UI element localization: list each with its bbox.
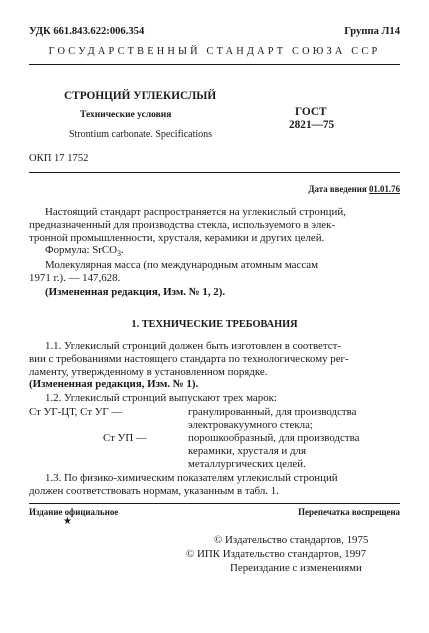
- reprint-notice: Перепечатка воспрещена: [298, 507, 400, 517]
- group-code: Группа Л14: [344, 26, 400, 37]
- header-rule: [29, 64, 400, 65]
- gost-number: 2821—75: [289, 119, 335, 131]
- p11-line-3: ламенту, утвержденному в установленном порядке.: [29, 366, 268, 378]
- english-title: Strontium carbonate. Specifications: [69, 129, 213, 140]
- intro-revision: (Измененная редакция, Изм. № 1, 2).: [45, 286, 226, 298]
- intro-line-2: предназначенный для производства стекла, используемого в элек-: [29, 219, 336, 231]
- title-rule: [29, 172, 400, 173]
- p11-line-2: вии с требованиями настоящего стандарта по технологическому рег-: [29, 353, 349, 365]
- grade-desc-2-line-2: керамики, хрусталя и для: [188, 445, 306, 457]
- copyright-2: © ИПК Издательство стандартов, 1997: [186, 548, 367, 560]
- intro-date: [308, 184, 400, 194]
- formula: [45, 244, 124, 260]
- intro-line-1: Настоящий стандарт распространяется на углекислый стронций,: [45, 206, 346, 218]
- copyright-1: © Издательство стандартов, 1975: [214, 534, 369, 546]
- intro-line-3: тронной промышленности, хрусталя, керамики и других целей.: [29, 232, 325, 244]
- standard-org-title: ГОСУДАРСТВЕННЫЙ СТАНДАРТ СОЮЗА ССР: [48, 46, 381, 57]
- grade-code-1: Ст УГ-ЦТ, Ст УГ —: [29, 406, 123, 418]
- grade-desc-2-line-1: порошкообразный, для производства: [188, 432, 360, 444]
- formula-end: .: [121, 244, 124, 256]
- grade-code-2: Ст УП —: [103, 432, 147, 444]
- intro-date-value: 01.01.76: [368, 184, 400, 194]
- p12: 1.2. Углекислый стронций выпускают трех марок:: [45, 392, 277, 404]
- footer-rule: [29, 503, 400, 504]
- p11-revision: (Измененная редакция, Изм. № 1).: [29, 378, 199, 390]
- document-title: СТРОНЦИЙ УГЛЕКИСЛЫЙ: [64, 90, 217, 102]
- reissue-note: Переиздание с изменениями: [230, 562, 362, 574]
- p11-line-1: 1.1. Углекислый стронций должен быть изготовлен в соответст-: [45, 340, 341, 352]
- grade-desc-2-line-3: металлургических целей.: [188, 458, 306, 470]
- intro-date-label: Дата введения: [308, 184, 367, 194]
- grade-desc-1-line-1: гранулированный, для производства: [188, 406, 357, 418]
- udc-code: УДК 661.843.622:006.354: [29, 26, 145, 37]
- section-heading: 1. ТЕХНИЧЕСКИЕ ТРЕБОВАНИЯ: [131, 319, 298, 330]
- star-icon: ★: [63, 516, 72, 527]
- okp-code: ОКП 17 1752: [29, 153, 89, 164]
- gost-label: ГОСТ: [295, 106, 327, 118]
- grade-desc-1-line-2: электровакуумного стекла;: [188, 419, 313, 431]
- formula-label: Формула:: [45, 244, 90, 256]
- official-edition: Издание официальное: [29, 507, 119, 517]
- p13-line-1: 1.3. По физико-химическим показателям углекислый стронций: [45, 472, 338, 484]
- p13-line-2: должен соответствовать нормам, указанным в табл. 1.: [29, 485, 279, 497]
- formula-base: SrCO: [92, 244, 118, 256]
- mass-line-2: 1971 г.). — 147,628.: [29, 272, 121, 284]
- document-subtitle: Технические условия: [80, 110, 172, 120]
- mass-line-1: Молекулярная масса (по международным атомным массам: [45, 259, 319, 271]
- formula-sub: 3: [117, 249, 122, 259]
